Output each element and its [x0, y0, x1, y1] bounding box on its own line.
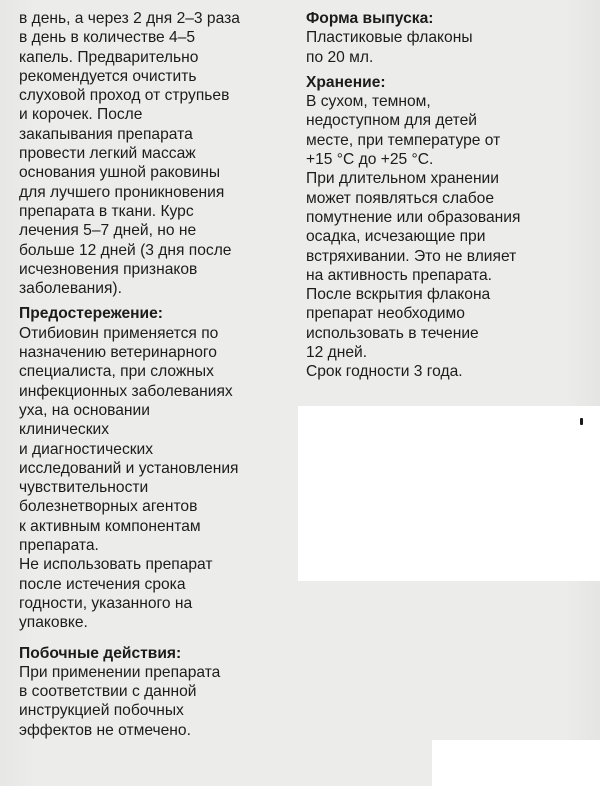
- spacer: [19, 633, 311, 644]
- text-line: инструкцией побочных: [19, 702, 184, 720]
- text-line: препарата.: [19, 537, 99, 555]
- text-line: и корочек. После: [19, 106, 143, 124]
- text-line: заболевания).: [19, 280, 122, 298]
- text-line: +15 °С до +25 °С.: [306, 151, 434, 169]
- text-line: помутнение или образования: [306, 208, 521, 226]
- text-line: осадка, исчезающие при: [306, 228, 486, 246]
- text-line: месте, при температуре от: [306, 131, 501, 149]
- text-line: назначению ветеринарного: [19, 344, 217, 362]
- text-line: упаковке.: [19, 614, 88, 632]
- text-line: В сухом, темном,: [306, 93, 431, 111]
- dosage-paragraph: [19, 9, 311, 298]
- form-paragraph: [306, 28, 576, 67]
- text-line: специалиста, при сложных: [19, 363, 214, 381]
- text-line: После вскрытия флакона: [306, 286, 491, 304]
- text-line: капель. Предварительно: [19, 48, 199, 66]
- text-line: использовать в течение: [306, 324, 479, 342]
- paper-glare: [298, 406, 600, 581]
- text-line: Отибиовин применяется по: [19, 324, 219, 342]
- text-line: по 20 мл.: [306, 48, 374, 66]
- storage-heading: Хранение:: [306, 73, 386, 91]
- text-line: препарат необходимо: [306, 305, 465, 323]
- text-line: к активным компонентам: [19, 517, 201, 535]
- side-effects-paragraph: [19, 663, 311, 740]
- text-line: недоступном для детей: [306, 112, 477, 130]
- text-line: клинических: [19, 421, 110, 439]
- text-line: и диагностических: [19, 440, 154, 458]
- text-line: лечения 5–7 дней, но не: [19, 222, 197, 240]
- text-line: При длительном хранении: [306, 170, 499, 188]
- storage-paragraph: [306, 92, 576, 381]
- text-line: может появляться слабое: [306, 189, 494, 207]
- side-effects-heading: Побочные действия:: [19, 644, 182, 662]
- text-line: исследований и установления: [19, 459, 239, 477]
- text-line: больше 12 дней (3 дня после: [19, 241, 232, 259]
- text-line: на активность препарата.: [306, 266, 492, 284]
- text-line: Пластиковые флаконы: [306, 29, 473, 47]
- ink-mark: [580, 418, 583, 425]
- text-line: исчезновения признаков: [19, 260, 198, 278]
- text-line: в соответствии с данной: [19, 683, 197, 701]
- text-line: основания ушной раковины: [19, 164, 221, 182]
- form-heading: Форма выпуска:: [306, 10, 434, 27]
- right-column: [306, 9, 576, 382]
- text-line: уха, на основании: [19, 401, 150, 419]
- text-line: провести легкий массаж: [19, 145, 196, 163]
- left-column: [19, 9, 311, 740]
- text-line: встряхивании. Это не влияет: [306, 247, 517, 265]
- text-line: препарата в ткани. Курс: [19, 202, 194, 220]
- text-line: после истечения срока: [19, 575, 186, 593]
- caution-heading: Предостережение:: [19, 305, 163, 323]
- caution-paragraph: [19, 324, 311, 633]
- text-line: годности, указанного на: [19, 594, 193, 612]
- text-line: инфекционных заболеваниях: [19, 382, 233, 400]
- text-line: рекомендуется очистить: [19, 67, 197, 85]
- text-line: закапывания препарата: [19, 125, 193, 143]
- text-line: для лучшего проникновения: [19, 183, 225, 201]
- text-line: эффектов не отмечено.: [19, 721, 191, 739]
- text-line: Срок годности 3 года.: [306, 363, 463, 381]
- text-line: 12 дней.: [306, 344, 368, 362]
- text-line: При применении препарата: [19, 663, 221, 681]
- text-line: в день в количестве 4–5: [19, 29, 196, 47]
- text-line: в день, а через 2 дня 2–3 раза: [19, 10, 240, 27]
- text-line: Не использовать препарат: [19, 556, 213, 574]
- paper-glare-corner: [432, 740, 600, 786]
- text-line: чувствительности: [19, 479, 149, 497]
- text-line: болезнетворных агентов: [19, 498, 198, 516]
- text-line: слуховой проход от струпьев: [19, 87, 230, 105]
